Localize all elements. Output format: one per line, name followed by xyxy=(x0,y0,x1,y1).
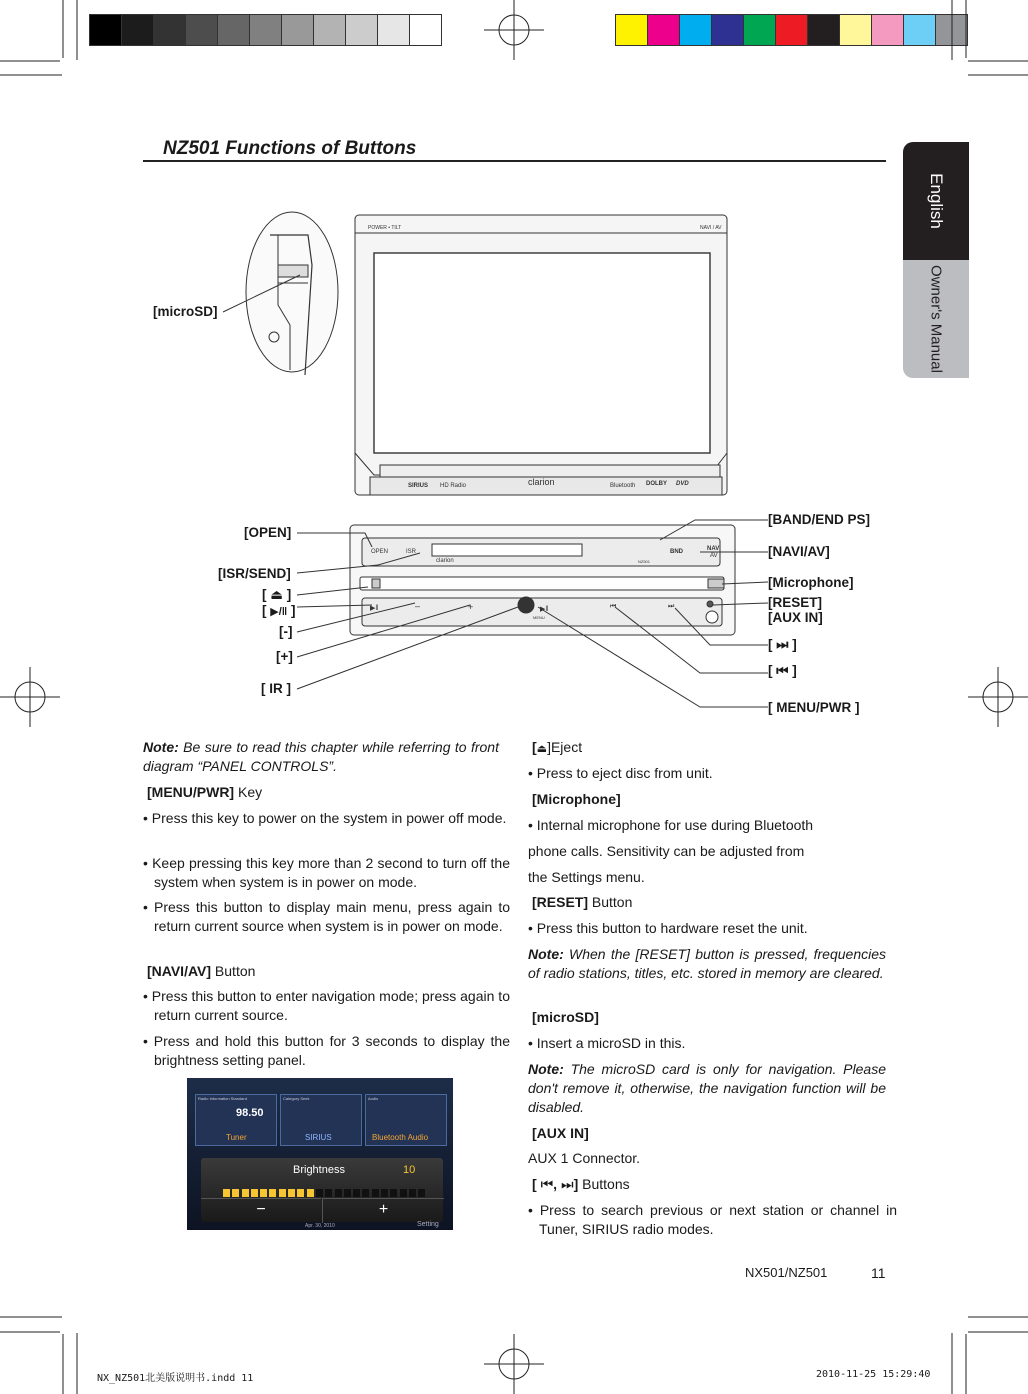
note-intro-label: Note: xyxy=(143,739,179,755)
brightness-segment xyxy=(242,1189,249,1197)
tuner-tile xyxy=(195,1094,277,1146)
ir-sensor xyxy=(518,597,534,613)
navi-av-heading xyxy=(143,962,503,981)
callout-play-open: [ xyxy=(262,603,267,618)
callout-reset: [RESET] xyxy=(768,595,822,610)
bezel-sirius-logo: SIRIUS xyxy=(408,483,429,489)
mic-line-1: • Internal microphone for use during Bluetooth xyxy=(528,817,814,833)
mic-line-3: the Settings menu. xyxy=(528,869,645,885)
microsd-bullet: • Insert a microSD in this. xyxy=(528,1035,686,1051)
page-number: 11 xyxy=(871,1265,886,1281)
callout-ir: [ IR ] xyxy=(261,681,291,696)
tuner-tile-header: Radio Information Standard xyxy=(198,1096,247,1101)
eject-button xyxy=(372,579,380,588)
callout-next xyxy=(768,637,797,653)
panel-menu-text: MENU xyxy=(533,615,545,620)
panel-prev-icon: ⏮ xyxy=(610,603,617,610)
panel-navi-text: NAVI xyxy=(707,546,721,552)
slug-date: 2010-11-25 15:29:40 xyxy=(816,1369,931,1380)
brightness-segment xyxy=(223,1189,230,1197)
skip-next-icon: ⏭ xyxy=(560,1176,574,1192)
brightness-segment xyxy=(362,1189,369,1197)
menu-bullet-2: • Keep pressing this key more than 2 second to turn off the system when system is in power on mode. xyxy=(143,855,510,890)
brightness-segment xyxy=(325,1189,332,1197)
eject-bullet: • Press to eject disc from unit. xyxy=(528,765,713,781)
callout-next-close: ] xyxy=(792,637,797,652)
eject-head-suffix: ]Eject xyxy=(547,739,583,755)
reset-hole xyxy=(707,601,713,607)
tab-manual-label: Owner's Manual xyxy=(927,265,945,373)
brightness-segment xyxy=(381,1189,388,1197)
screenshot-date: Apr. 30, 2010 xyxy=(305,1223,335,1229)
reset-bullet: • Press this button to hardware reset the unit. xyxy=(528,920,808,936)
brightness-minus-button[interactable] xyxy=(201,1198,321,1223)
skip-heading xyxy=(528,1175,890,1194)
callout-eject-open: [ xyxy=(262,587,267,602)
skip-head-open: [ xyxy=(532,1176,537,1192)
brightness-segment xyxy=(372,1189,379,1197)
skip-head-close: ] xyxy=(573,1176,579,1192)
callout-next-open: [ xyxy=(768,637,773,652)
eject-heading-icon: ⏏ xyxy=(536,743,548,755)
microsd-slot xyxy=(278,265,308,277)
tab-owners-manual xyxy=(903,260,969,378)
callout-menu-pwr: [ MENU/PWR ] xyxy=(768,700,860,715)
menu-pwr-heading xyxy=(143,783,503,802)
tuner-frequency: 98.50 xyxy=(236,1107,264,1119)
brightness-panel xyxy=(201,1158,443,1222)
screenshot-setting: Setting xyxy=(417,1221,439,1228)
callout-microsd: [microSD] xyxy=(153,304,218,319)
bezel-bluetooth-logo: Bluetooth xyxy=(610,483,636,489)
callout-eject-close: ] xyxy=(286,587,292,602)
reset-note-label: Note: xyxy=(528,946,564,962)
callout-minus: [-] xyxy=(279,624,293,639)
menu-pwr-head: [MENU/PWR] xyxy=(147,784,235,800)
skip-head-suffix: Buttons xyxy=(578,1176,630,1192)
page-title: NZ501 Functions of Buttons xyxy=(163,138,417,159)
bezel-brand-logo: clarion xyxy=(528,477,555,487)
eject-head-open: [ xyxy=(532,739,537,755)
bluetooth-tile-header: Audio xyxy=(368,1096,379,1101)
microphone-heading: [Microphone] xyxy=(532,791,621,807)
play-pause-icon: ▶/‖ xyxy=(270,606,288,618)
callout-plus: [+] xyxy=(276,649,293,664)
skip-prev-icon: ⏮ xyxy=(540,1176,554,1192)
skip-head-sep: , xyxy=(553,1176,558,1192)
brightness-segment xyxy=(269,1189,276,1197)
menu-bullet-1: • Press this key to power on the system in power off mode. xyxy=(143,810,507,826)
microsd-note-label: Note: xyxy=(528,1061,564,1077)
note-intro-text: Be sure to read this chapter while referring to front diagram “PANEL CONTROLS”. xyxy=(143,739,499,774)
panel-model-text: NZ501 xyxy=(638,559,651,564)
panel-display xyxy=(432,544,582,556)
bluetooth-tile-label: Bluetooth Audio xyxy=(372,1133,429,1142)
brightness-segment xyxy=(297,1189,304,1197)
minus-icon: − xyxy=(256,1201,266,1218)
panel-play-icon: ▶‖ xyxy=(370,605,379,612)
reset-head: [RESET] xyxy=(532,894,588,910)
reset-head-suffix: Button xyxy=(588,894,633,910)
panel-next-icon: ⏭ xyxy=(668,603,675,610)
reset-note-text: When the [RESET] button is pressed, frequencies of radio stations, titles, etc. stored in memory are cleared. xyxy=(528,946,886,981)
callout-prev-open: [ xyxy=(768,663,773,678)
brightness-label: Brightness xyxy=(293,1164,345,1176)
callout-aux-in: [AUX IN] xyxy=(768,610,823,625)
prev-track-icon: ⏮ xyxy=(776,663,789,678)
screen-top-right-text: NAVI / AV xyxy=(700,225,722,231)
tab-english xyxy=(903,142,969,260)
brightness-segment xyxy=(316,1189,323,1197)
panel-av-text: AV xyxy=(710,553,718,559)
brightness-segment xyxy=(279,1189,286,1197)
brightness-segment xyxy=(288,1189,295,1197)
brightness-segment xyxy=(251,1189,258,1197)
microsd-note-text: The microSD card is only for navigation. Please don't remove it, otherwise, the navigation function will be disabled. xyxy=(528,1061,886,1115)
brightness-segment xyxy=(307,1189,314,1197)
brightness-segment xyxy=(418,1189,425,1197)
reset-heading xyxy=(528,893,890,912)
brightness-plus-button[interactable] xyxy=(322,1198,444,1223)
brightness-segment xyxy=(260,1189,267,1197)
brightness-value: 10 xyxy=(403,1164,416,1176)
microsd-note xyxy=(528,1060,886,1117)
plus-icon: + xyxy=(378,1201,389,1218)
callout-prev-close: ] xyxy=(792,663,797,678)
eject-heading xyxy=(528,738,890,759)
microphone-hole xyxy=(708,579,724,588)
brightness-segment xyxy=(344,1189,351,1197)
microsd-heading: [microSD] xyxy=(532,1009,599,1025)
navi-av-head: [NAVI/AV] xyxy=(147,963,212,979)
panel-open-text: OPEN xyxy=(371,549,389,555)
bezel-dvd-logo: DVD xyxy=(676,481,689,487)
next-track-icon: ⏭ xyxy=(776,637,789,652)
microsd-detail-oval xyxy=(246,212,338,372)
note-intro xyxy=(143,738,499,776)
slug-file: NX_NZ501北美版说明书.indd 11 xyxy=(97,1373,254,1384)
panel-minus-icon: – xyxy=(415,601,421,611)
monitor-screen xyxy=(374,253,710,453)
panel-plus-icon: + xyxy=(468,602,474,612)
tuner-tile-label: Tuner xyxy=(226,1133,247,1142)
menu-bullet-3: • Press this button to display main menu, press again to return current source when system is in power on mode. xyxy=(143,899,510,934)
tab-english-label: English xyxy=(927,173,946,229)
callout-open: [OPEN] xyxy=(244,525,292,540)
sirius-tile xyxy=(280,1094,362,1146)
skip-bullet: • Press to search previous or next station or channel in Tuner, SIRIUS radio modes. xyxy=(528,1202,897,1237)
brightness-segment xyxy=(353,1189,360,1197)
brightness-screenshot xyxy=(187,1078,453,1230)
bezel-dolby-logo: DOLBY xyxy=(646,481,667,487)
sirius-tile-label: SIRIUS xyxy=(305,1133,332,1142)
callout-prev xyxy=(768,663,797,679)
navi-av-head-suffix: Button xyxy=(211,963,256,979)
brightness-segment xyxy=(400,1189,407,1197)
callout-microphone: [Microphone] xyxy=(768,575,854,590)
callout-eject xyxy=(262,587,291,603)
eject-icon: ⏏ xyxy=(270,587,284,602)
panel-bnd-text: BND xyxy=(670,549,683,555)
panel-isr-text: ISR xyxy=(406,549,417,555)
callout-play-close: ] xyxy=(291,603,296,618)
callout-band: [BAND/END PS] xyxy=(768,512,871,527)
title-rule xyxy=(143,160,886,162)
callout-play-pause xyxy=(262,603,296,618)
aux-in-jack xyxy=(706,611,718,623)
navi-bullet-2: • Press and hold this button for 3 seconds to display the brightness setting panel. xyxy=(143,1033,510,1068)
brightness-segment xyxy=(390,1189,397,1197)
menu-pwr-head-suffix: Key xyxy=(234,784,263,800)
sirius-tile-header: Category Seek xyxy=(283,1096,310,1101)
aux-in-heading: [AUX IN] xyxy=(532,1125,589,1141)
brightness-segment xyxy=(335,1189,342,1197)
footer-model: NX501/NZ501 xyxy=(745,1265,828,1280)
bluetooth-audio-tile xyxy=(365,1094,447,1146)
callout-navi-av: [NAVI/AV] xyxy=(768,544,830,559)
mic-line-2: phone calls. Sensitivity can be adjusted from xyxy=(528,843,805,859)
callout-isr-send: [ISR/SEND] xyxy=(218,566,291,581)
bezel-hd-logo: HD Radio xyxy=(440,483,467,489)
brightness-segment xyxy=(409,1189,416,1197)
disc-slot xyxy=(360,577,724,590)
brightness-segment xyxy=(232,1189,239,1197)
panel-brand-text: clarion xyxy=(436,558,454,564)
aux-in-text: AUX 1 Connector. xyxy=(528,1150,641,1166)
panel-menu-play-icon: ▶‖ xyxy=(540,606,549,613)
brightness-level-bar[interactable] xyxy=(223,1184,429,1192)
screen-top-left-text: POWER • TILT xyxy=(368,225,402,231)
navi-bullet-1: • Press this button to enter navigation mode; press again to return current source. xyxy=(143,988,510,1023)
reset-note xyxy=(528,945,886,983)
